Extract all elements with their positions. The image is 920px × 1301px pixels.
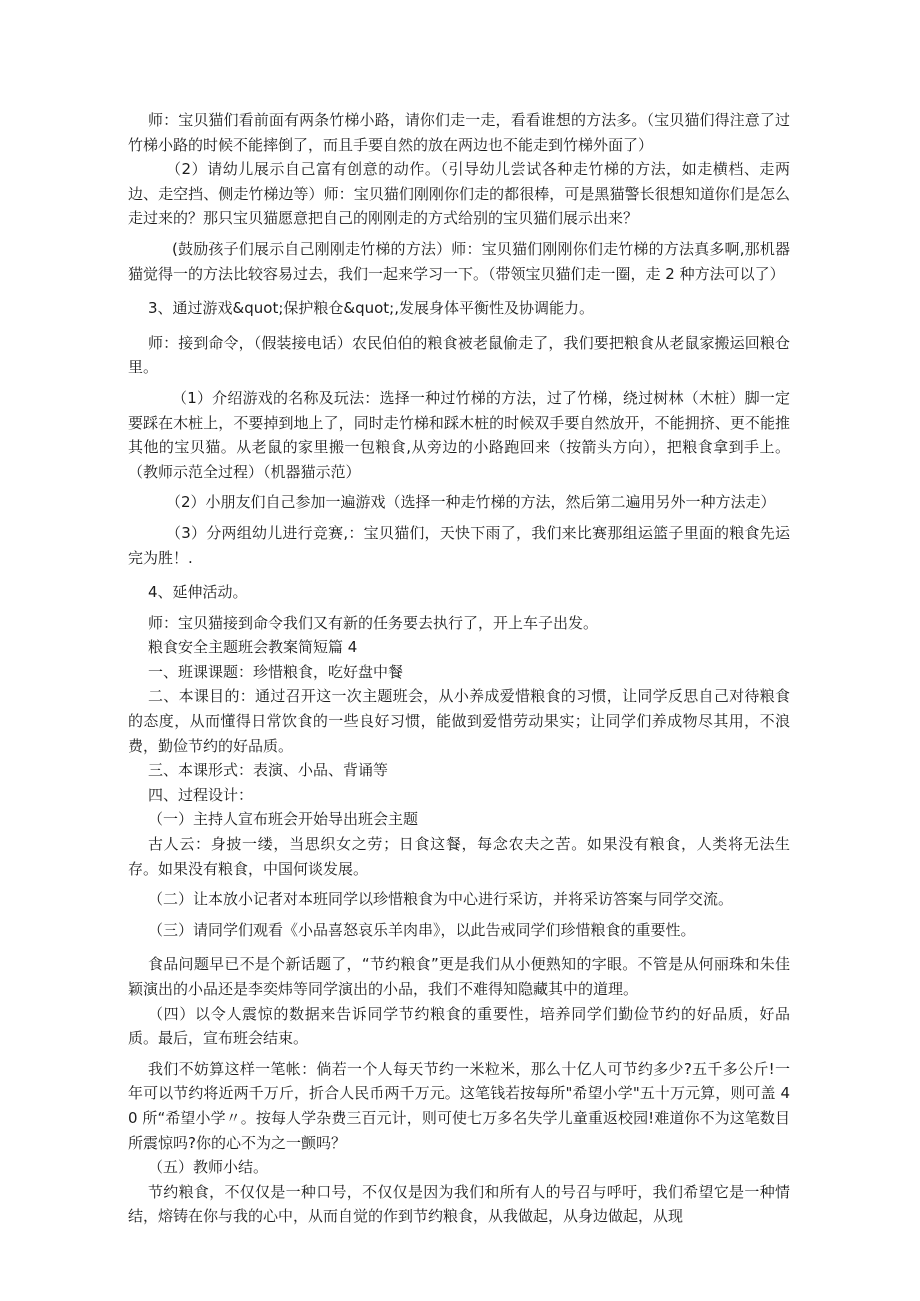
paragraph-lesson-purpose: 二、本课目的：通过召开这一次主题班会，从小养成爱惜粮食的习惯，让同学反思自己对待粮食的态度，从而懂得日常饮食的一些良好习惯，能做到爱惜劳动果实；让同学们养成物尽其用，不浪费，勤俭节约的好品质。 <box>128 687 790 755</box>
paragraph-teacher-receive-order: 师：接到命令，（假装接电话）农民伯伯的粮食被老鼠偷走了，我们要把粮食从老鼠家搬运回粮仓里。 <box>128 333 790 377</box>
paragraph-food-issue: 食品问题早已不是个新话题了，“节约粮食”更是我们从小便熟知的字眼。不管是从何丽珠和朱佳颖演出的小品还是李奕炜等同学演出的小品，我们不难得知隐藏其中的道理。 <box>128 955 790 998</box>
paragraph-saving-food-conclusion: 节约粮食，不仅仅是一种口号，不仅仅是因为我们和所有人的号召与呼吁，我们希望它是一种情结，熔铸在你与我的心中，从而自觉的作到节约粮食，从我做起，从身边做起，从现 <box>128 1182 790 1226</box>
paragraph-teacher-new-task: 师：宝贝猫接到命令我们又有新的任务要去执行了，开上车子出发。 <box>148 613 599 632</box>
section-heading-lesson-4: 粮食安全主题班会教案简短篇 4 <box>148 638 358 657</box>
paragraph-teacher-summary: （五）教师小结。 <box>148 1158 269 1177</box>
paragraph-step-2-play-once: （2）小朋友们自己参加一遍游戏（选择一种走竹梯的方法，然后第二遍用另外一种方法走） <box>166 493 776 512</box>
paragraph-teacher-bamboo-paths: 师：宝贝猫们看前面有两条竹梯小路，请你们走一走，看看谁想的方法多。（宝贝猫们得注意了过竹梯小路的时候不能摔倒了，而且手要自然的放在两边也不能走到竹梯外面了） <box>128 111 790 154</box>
paragraph-section-4-extension: 4、延伸活动。 <box>148 583 248 602</box>
paragraph-reporter-interview: （二）让本放小记者对本班同学以珍惜粮食为中心进行采访，并将采访答案与同学交流。 <box>148 890 734 909</box>
paragraph-lesson-format: 三、本课形式：表演、小品、背诵等 <box>148 761 389 780</box>
paragraph-section-3-game: 3、通过游戏&quot;保护粮仓&quot;,发展身体平衡性及协调能力。 <box>148 299 594 318</box>
paragraph-step-2-creative-moves: （2）请幼儿展示自己富有创意的动作。（引导幼儿尝试各种走竹梯的方法，如走横档、走两边、走空挡、侧走竹梯边等）师：宝贝猫们刚刚你们走的都很棒，可是黑猫警长很想知道你们是怎么走过来的？那只宝贝猫愿意把自己的刚刚走的方式给别的宝贝猫们展示出来？ <box>128 160 790 228</box>
paragraph-calculation: 我们不妨算这样一笔帐：倘若一个人每天节约一米粒米，那么十亿人可节约多少?五千多公斤!一年可以节约将近两千万斤，折合人民币两千万元。这笔钱若按每所"希望小学"五十万元算，则可盖 40 所“希望小学〃。按每人学杂费三百元计，则可使七万多名失学儿童重返校园!难道你不为这笔数目所震惊吗?你的心不为之一颤吗？ <box>128 1059 790 1152</box>
paragraph-shocking-data: （四）以令人震惊的数据来告诉同学节约粮食的重要性，培养同学们勤俭节约的好品质，好品质。最后，宣布班会结束。 <box>128 1004 790 1048</box>
paragraph-watch-skit: （三）请同学们观看《小品喜怒哀乐羊肉串》，以此告戒同学们珍惜粮食的重要性。 <box>148 920 696 939</box>
paragraph-host-announce: （一）主持人宣布班会开始导出班会主题 <box>148 810 419 829</box>
paragraph-process-design: 四、过程设计： <box>148 785 254 804</box>
paragraph-step-3-competition: （3）分两组幼儿进行竞赛,：宝贝猫们，天快下雨了，我们来比赛那组运篮子里面的粮食先运完为胜！. <box>128 523 790 567</box>
paragraph-step-1-game-rules: （1）介绍游戏的名称及玩法：选择一种过竹梯的方法，过了竹梯，绕过树林（木桩）脚一定要踩在木桩上，不要掉到地上了，同时走竹梯和踩木桩的时候双手要自然放开，不能拥挤、更不能推其他的宝贝猫。从老鼠的家里搬一包粮食,从旁边的小路跑回来（按箭头方向），把粮食拿到手上。（教师示范全过程）（机器猫示范） <box>128 388 790 481</box>
document-body <box>128 108 790 1229</box>
paragraph-ancient-saying: 古人云：身披一缕，当思织女之劳；日食这餐，每念农夫之苦。如果没有粮食，人类将无法生存。如果没有粮食，中国何谈发展。 <box>128 835 790 878</box>
paragraph-lesson-topic: 一、班课课题：珍惜粮食，吃好盘中餐 <box>148 662 404 681</box>
paragraph-encourage-children: (鼓励孩子们展示自己刚刚走竹梯的方法）师：宝贝猫们刚刚你们走竹梯的方法真多啊,那机器猫觉得一的方法比较容易过去，我们一起来学习一下。（带领宝贝猫们走一圈，走 2 种方法可以了） <box>128 239 790 283</box>
